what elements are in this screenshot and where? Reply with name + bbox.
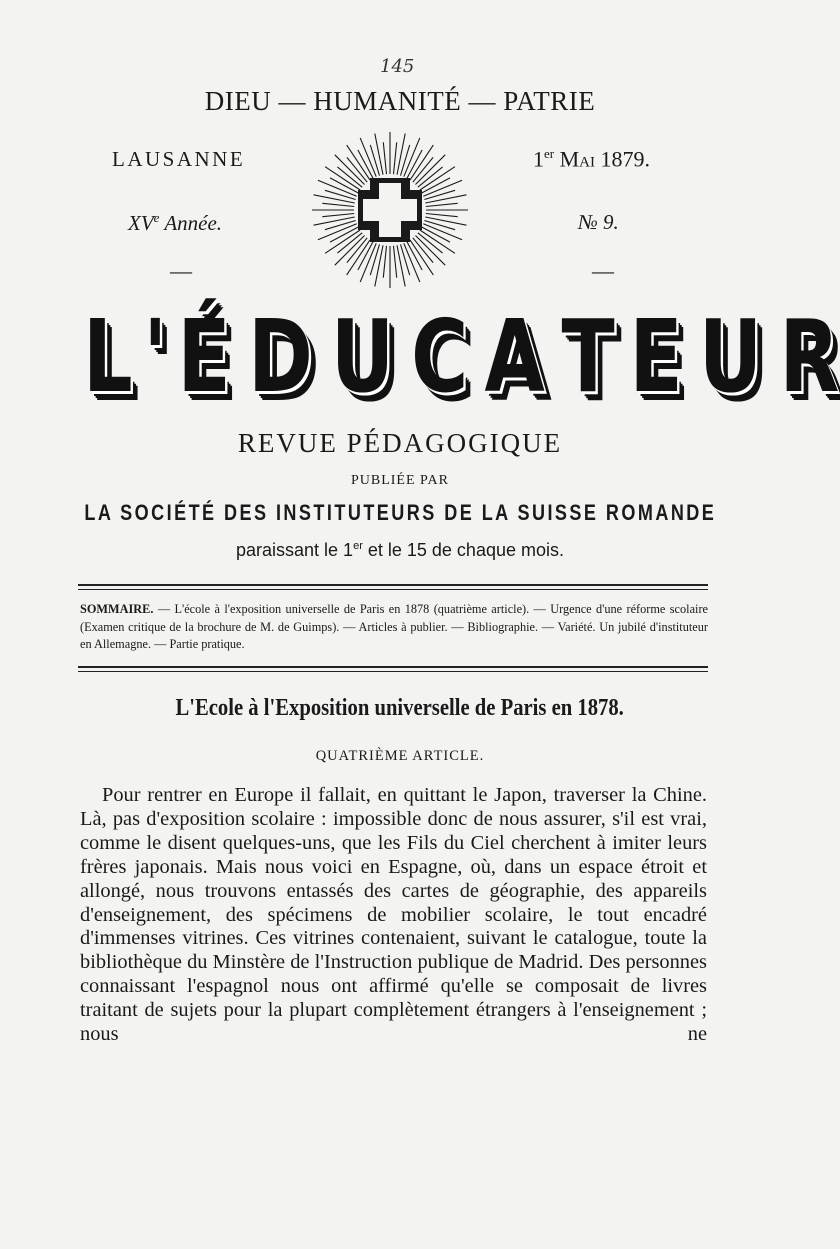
- society-name: [0, 500, 800, 526]
- volume-roman: XV: [128, 211, 154, 235]
- issue-number: № 9.: [578, 210, 619, 234]
- frequency-after: et le 15 de chaque mois.: [362, 540, 564, 560]
- masthead-letter: ': [143, 298, 167, 415]
- folio-number: 145: [380, 56, 415, 77]
- masthead-letter: A: [484, 298, 546, 415]
- publication-frequency: [0, 540, 800, 561]
- article-title: [0, 695, 800, 722]
- summary-label: SOMMAIRE.: [80, 602, 154, 616]
- rule-top: [78, 584, 708, 590]
- society-text: LA SOCIÉTÉ DES INSTITUTEURS DE LA SUISSE ROMANDE: [84, 500, 716, 525]
- masthead-letter: U: [699, 298, 763, 415]
- article-paragraph: Pour rentrer en Europe il fallait, en quittant le Japon, traverser la Chine. Là, pas d'exposition scolaire : impossible donc de nous assurer, s'il est vrai, comme le disent quelques-uns, que les Fils du Ciel cherchent à imiter leurs frères japonais. Mais nous voici en Espagne, où, dans un espace étroit et allongé, nous trouvons entassés des cartes de géographie, des appareils d'enseignement, des spécimens de mobilier scolaire, le tout encadré d'immenses vitrines. Ces vitrines contenaient, suivant le catalogue, toute la bibliothèque du Minstère de l'Instruction publique de Madrid. Des personnes connaissant l'espagnol nous ont affirmé qu'elle se composait de livres traitant de sujets pour la plupart complètement étrangers à l'enseignement ; nous ne: [80, 784, 707, 1046]
- masthead-letter: R: [779, 298, 840, 415]
- masthead-letter: L: [83, 298, 133, 415]
- motto: DIEU — HUMANITÉ — PATRIE: [204, 86, 596, 116]
- frequency-before: paraissant le 1: [236, 540, 354, 560]
- masthead-title: [76, 298, 840, 415]
- volume-year: [128, 210, 222, 236]
- masthead-letter: T: [561, 298, 615, 415]
- masthead-letters: [76, 298, 840, 415]
- masthead-letter: U: [330, 298, 394, 415]
- masthead-letter: D: [247, 298, 313, 415]
- date-year: 1879.: [600, 146, 650, 172]
- masthead-letter: É: [177, 298, 232, 415]
- city: LAUSANNE: [112, 147, 246, 171]
- article-body: [80, 784, 707, 1047]
- published-by: PUBLIÉE PAR: [350, 473, 449, 488]
- date-day: 1: [533, 146, 544, 172]
- date-day-sup: er: [544, 146, 555, 161]
- article-title-text: L'Ecole à l'Exposition universelle de Paris en 1878.: [175, 695, 625, 721]
- masthead-letter: E: [629, 298, 683, 415]
- left-dash: —: [170, 258, 192, 283]
- radiant-swiss-cross-icon: [310, 130, 470, 290]
- volume-sup: e: [153, 210, 160, 225]
- table-of-contents: [80, 601, 708, 654]
- article-subtitle: QUATRIÈME ARTICLE.: [315, 748, 485, 764]
- right-dash: —: [592, 258, 614, 283]
- rule-bottom: [78, 666, 708, 672]
- date-month: Mai: [559, 146, 595, 172]
- issue-date: [533, 146, 650, 172]
- journal-subtitle: REVUE PÉDAGOGIQUE: [237, 428, 563, 458]
- volume-word: Année.: [164, 211, 223, 235]
- frequency-sup: er: [353, 540, 363, 552]
- summary-text: — L'école à l'exposition universelle de Paris en 1878 (quatrième article). — Urgence d'une réforme scolaire (Examen critique de la brochure de M. de Guimps). — Articles à publier. — Bibliographie. — Variété. Un jubilé d'instituteur en Allemagne. — Partie pratique.: [80, 602, 708, 651]
- masthead-letter: C: [410, 298, 469, 415]
